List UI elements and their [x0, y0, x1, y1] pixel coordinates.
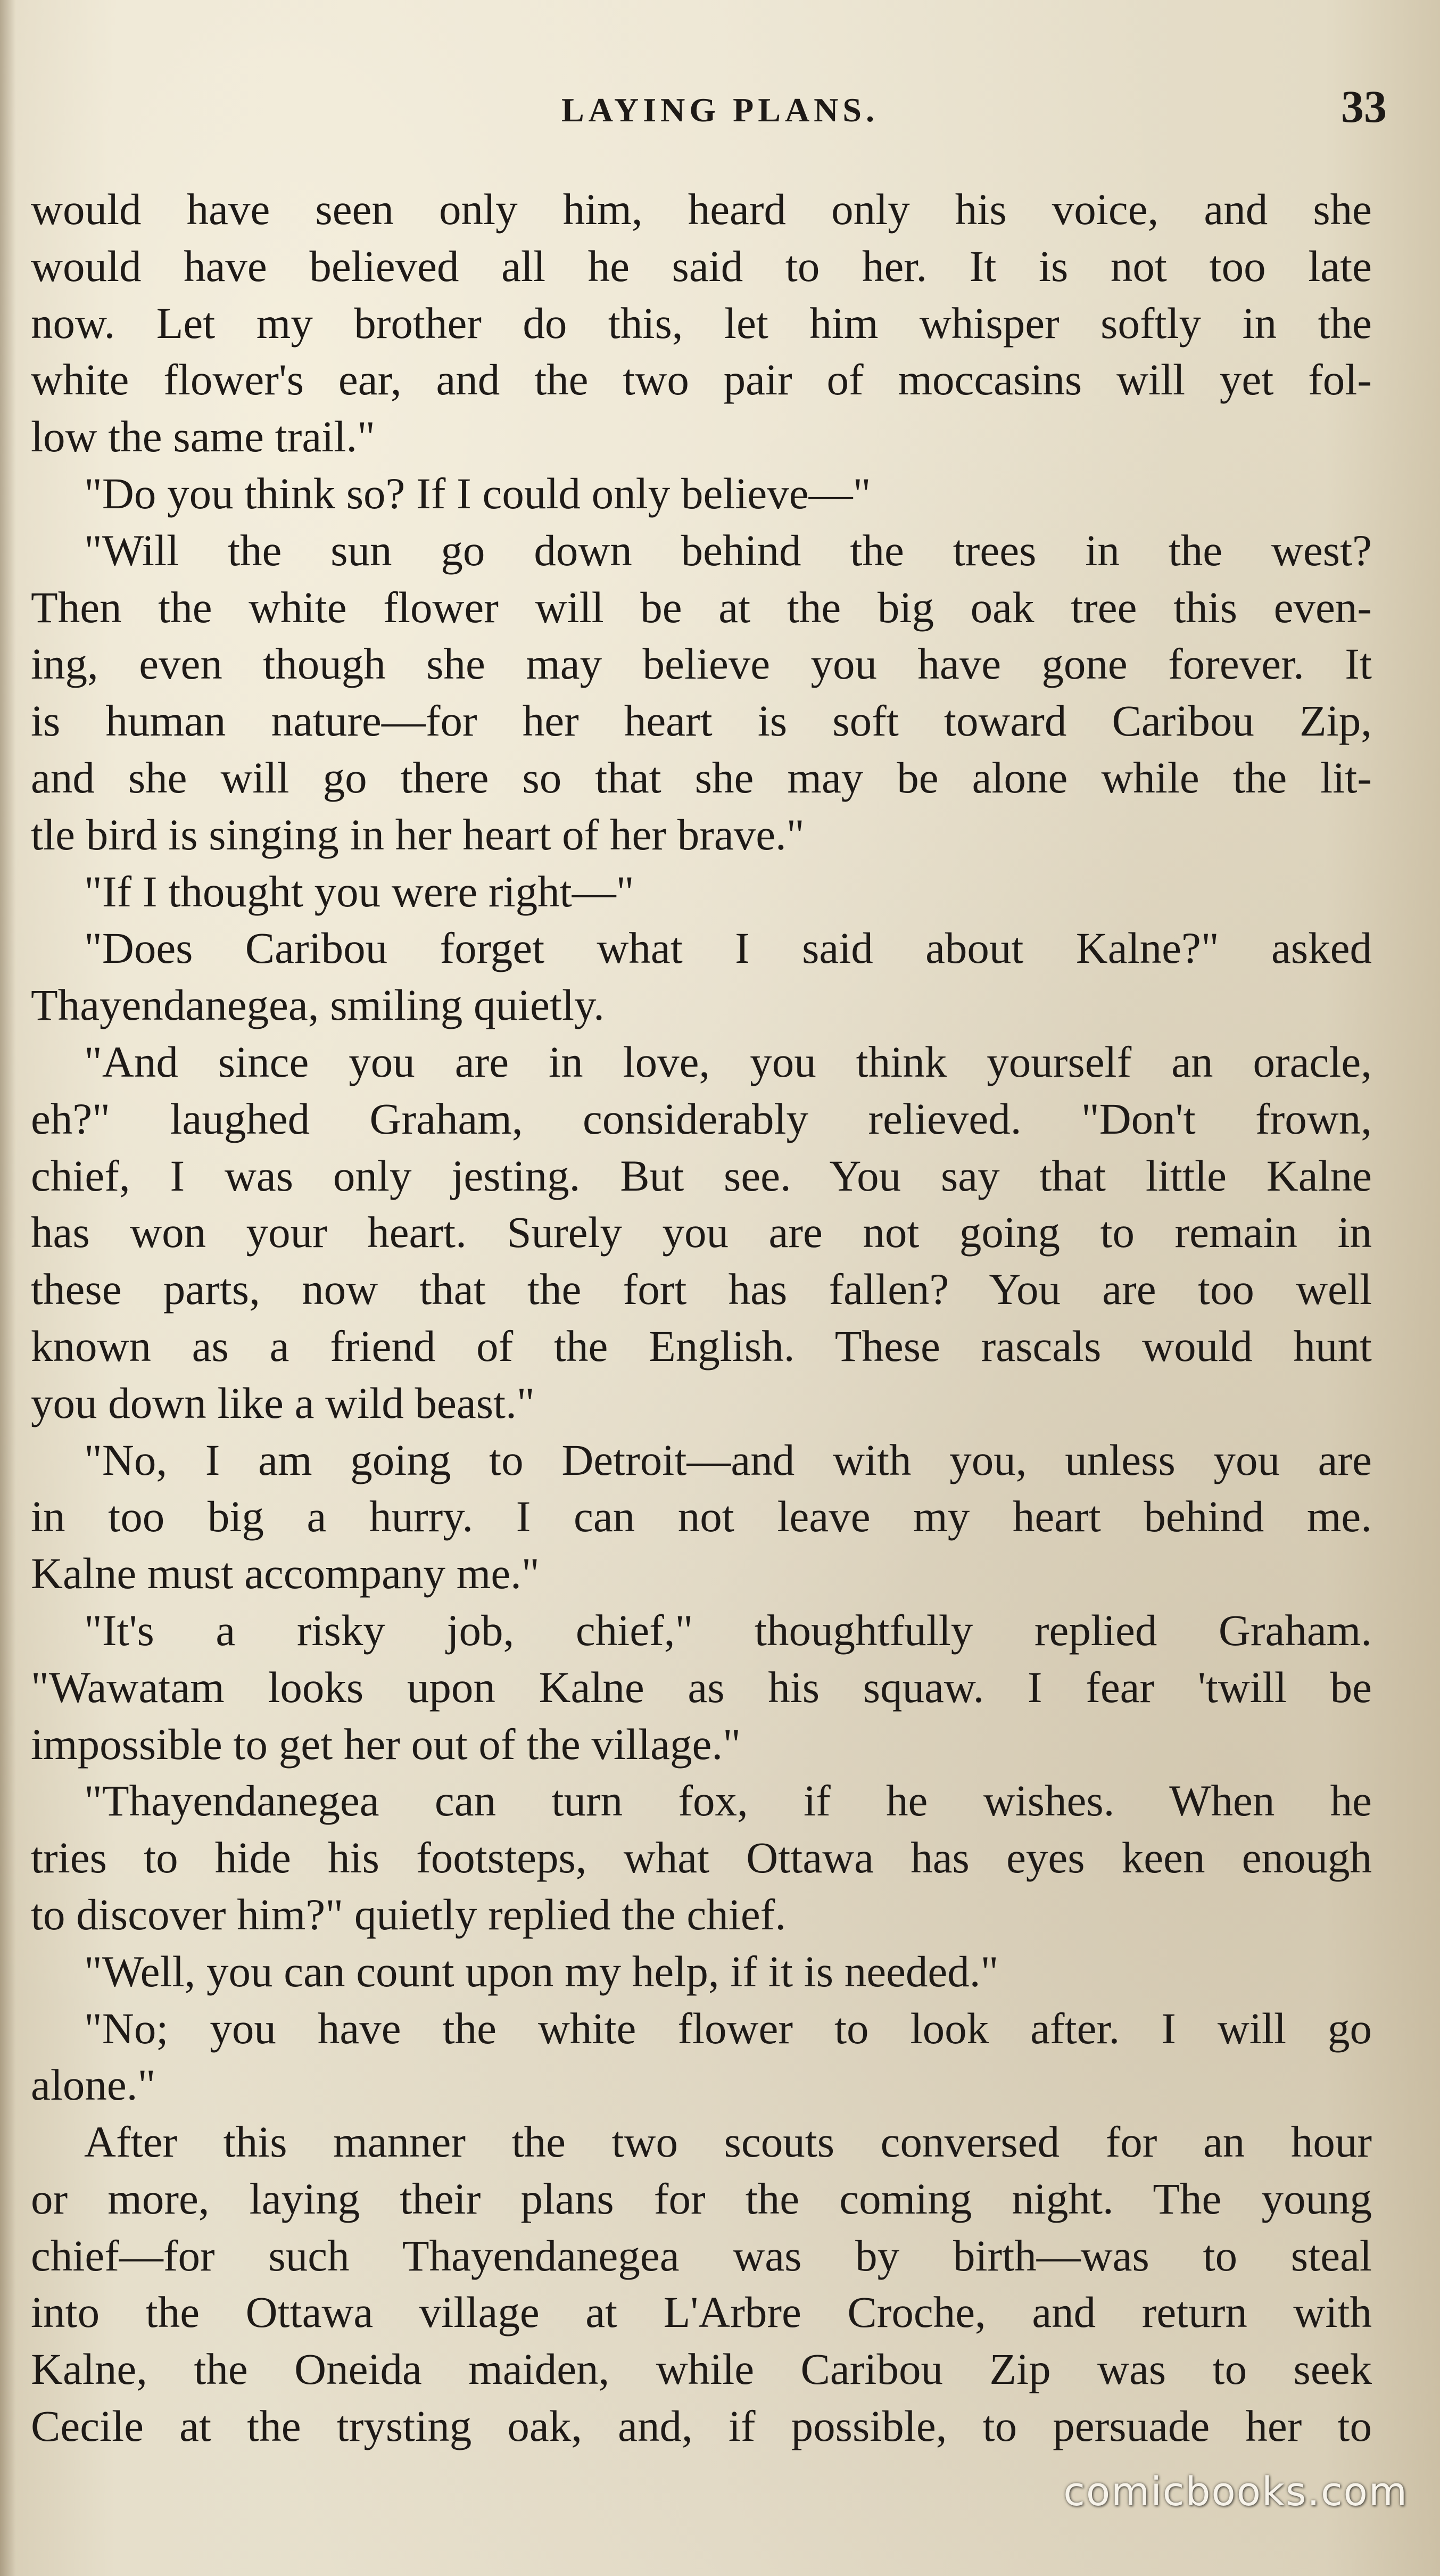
text-line: Thayendanegea, smiling quietly. — [31, 980, 605, 1030]
text-line: eh?" laughed Graham, considerably relieved. "Don't frown, — [31, 1094, 1372, 1143]
running-head — [32, 80, 1408, 138]
text-line: Kalne must accompany me." — [31, 1549, 540, 1598]
text-line: Kalne, the Oneida maiden, while Caribou Zip was to seek — [31, 2344, 1372, 2394]
text-line: to discover him?" quietly replied the chief. — [31, 1889, 787, 1939]
text-line: "It's a risky job, chief," thoughtfully replied Graham. — [84, 1605, 1372, 1655]
text-line: now. Let my brother do this, let him whisper softly in the — [31, 298, 1372, 348]
text-line: tries to hide his footsteps, what Ottawa has eyes keen enough — [31, 1833, 1372, 1883]
text-line: these parts, now that the fort has fallen? You are too well — [31, 1265, 1372, 1314]
page-number: 33 — [1341, 81, 1387, 132]
text-line: "No, I am going to Detroit—and with you, unless you are — [84, 1435, 1372, 1484]
text-line: Then the white flower will be at the big oak tree this even- — [31, 582, 1372, 632]
page-text-body — [31, 181, 1372, 2455]
text-line: "Will the sun go down behind the trees in the west? — [84, 525, 1372, 575]
watermark-logo: comicbooks.com — [1063, 2469, 1408, 2515]
text-line: or more, laying their plans for the coming night. The young — [31, 2174, 1372, 2223]
text-line: in too big a hurry. I can not leave my heart behind me. — [31, 1492, 1372, 1541]
text-line: white flower's ear, and the two pair of moccasins will yet fol- — [31, 355, 1372, 404]
text-line: "And since you are in love, you think yourself an oracle, — [84, 1037, 1372, 1086]
text-line: known as a friend of the English. These rascals would hunt — [31, 1321, 1372, 1370]
text-line: and she will go there so that she may be alone while the lit- — [31, 753, 1372, 802]
text-line: "Well, you can count upon my help, if it is needed." — [84, 1946, 999, 1996]
text-line: "No; you have the white flower to look after. I will go — [84, 2003, 1372, 2053]
text-line: "Does Caribou forget what I said about Kalne?" asked — [84, 923, 1372, 973]
text-line: into the Ottawa village at L'Arbre Croche, and return with — [31, 2288, 1372, 2337]
text-line: chief, I was only jesting. But see. You say that little Kalne — [31, 1151, 1372, 1200]
text-line: Cecile at the trysting oak, and, if possible, to persuade her to — [31, 2401, 1372, 2451]
text-line: After this manner the two scouts conversed for an hour — [84, 2117, 1372, 2167]
text-line: "Do you think so? If I could only believe—" — [84, 468, 871, 518]
page-edge-shadow — [0, 0, 16, 2576]
text-line: is human nature—for her heart is soft toward Caribou Zip, — [31, 696, 1372, 746]
text-line: chief—for such Thayendanegea was by birth—was to steal — [31, 2231, 1372, 2280]
text-line: "Wawatam looks upon Kalne as his squaw. I fear 'twill be — [31, 1662, 1372, 1712]
page-header-title: LAYING PLANS. — [561, 91, 879, 129]
text-line: low the same trail." — [31, 412, 375, 461]
text-line: would have believed all he said to her. It is not too late — [31, 241, 1372, 291]
text-line: impossible to get her out of the village." — [31, 1719, 741, 1769]
text-line: ing, even though she may believe you have gone forever. It — [31, 639, 1372, 689]
text-line: "If I thought you were right—" — [84, 866, 634, 916]
text-line: "Thayendanegea can turn fox, if he wishes. When he — [84, 1776, 1372, 1826]
text-line: would have seen only him, heard only his voice, and she — [31, 185, 1372, 234]
text-line: you down like a wild beast." — [31, 1378, 535, 1427]
text-line: has won your heart. Surely you are not going to remain in — [31, 1208, 1372, 1257]
text-line: tle bird is singing in her heart of her brave." — [31, 810, 805, 859]
text-line: alone." — [31, 2060, 156, 2110]
